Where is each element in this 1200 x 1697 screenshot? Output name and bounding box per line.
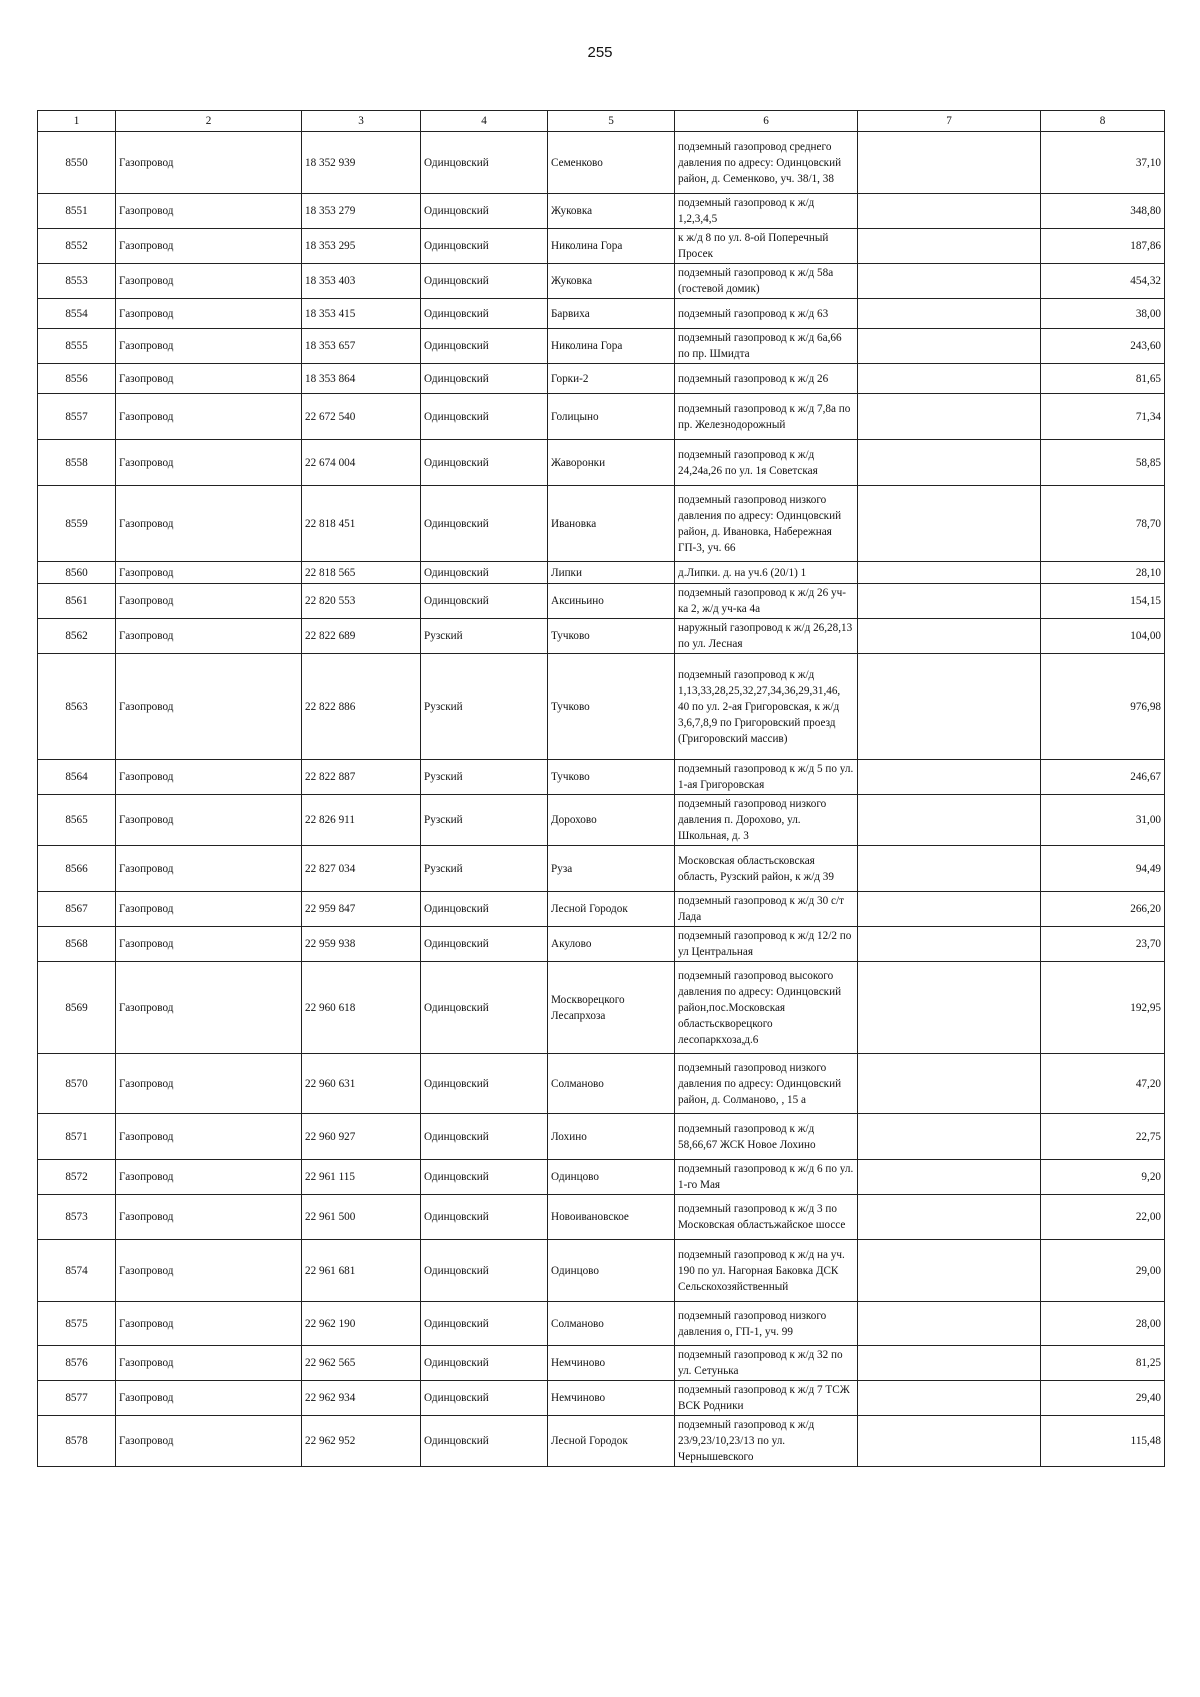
locality-cell: Николина Гора: [548, 329, 675, 364]
row-number-cell: 8575: [38, 1302, 116, 1346]
locality-cell: Барвиха: [548, 299, 675, 329]
row-number-cell: 8564: [38, 760, 116, 795]
object-code-cell: 22 960 927: [302, 1114, 421, 1160]
locality-cell: Солманово: [548, 1302, 675, 1346]
district-cell: Одинцовский: [421, 1346, 548, 1381]
district-cell: Рузский: [421, 846, 548, 892]
district-cell: Одинцовский: [421, 892, 548, 927]
column-7-cell: [858, 394, 1041, 440]
table-row: [38, 194, 1165, 229]
row-number-cell: 8570: [38, 1054, 116, 1114]
row-number-cell: 8566: [38, 846, 116, 892]
length-value-cell: 246,67: [1041, 760, 1165, 795]
object-code-cell: 22 961 115: [302, 1160, 421, 1195]
table-row: [38, 927, 1165, 962]
length-value-cell: 31,00: [1041, 795, 1165, 846]
district-cell: Одинцовский: [421, 584, 548, 619]
column-7-cell: [858, 1195, 1041, 1240]
table-row: [38, 486, 1165, 562]
row-number-cell: 8569: [38, 962, 116, 1054]
row-number-cell: 8561: [38, 584, 116, 619]
table-row: [38, 1160, 1165, 1195]
row-number-cell: 8550: [38, 132, 116, 194]
locality-cell: Одинцово: [548, 1240, 675, 1302]
length-value-cell: 37,10: [1041, 132, 1165, 194]
row-number-cell: 8567: [38, 892, 116, 927]
description-cell: подземный газопровод к ж/д 58а (гостевой домик): [675, 264, 858, 299]
locality-cell: Семенково: [548, 132, 675, 194]
object-code-cell: 22 827 034: [302, 846, 421, 892]
locality-cell: Ивановка: [548, 486, 675, 562]
length-value-cell: 104,00: [1041, 619, 1165, 654]
column-7-cell: [858, 1240, 1041, 1302]
table-row: [38, 846, 1165, 892]
object-code-cell: 22 818 451: [302, 486, 421, 562]
page-number: 255: [587, 44, 613, 61]
district-cell: Одинцовский: [421, 927, 548, 962]
description-cell: подземный газопровод низкого давления по адресу: Одинцовский район, д. Солманово, , 15 а: [675, 1054, 858, 1114]
district-cell: Одинцовский: [421, 1114, 548, 1160]
object-code-cell: 22 962 190: [302, 1302, 421, 1346]
column-7-cell: [858, 1381, 1041, 1416]
table-row: [38, 1240, 1165, 1302]
district-cell: Одинцовский: [421, 1160, 548, 1195]
column-7-cell: [858, 1416, 1041, 1467]
object-code-cell: 18 353 415: [302, 299, 421, 329]
object-code-cell: 22 959 938: [302, 927, 421, 962]
object-code-cell: 18 353 864: [302, 364, 421, 394]
table-row: [38, 562, 1165, 584]
row-number-cell: 8555: [38, 329, 116, 364]
locality-cell: Лесной Городок: [548, 1416, 675, 1467]
row-number-cell: 8559: [38, 486, 116, 562]
table-row: [38, 299, 1165, 329]
locality-cell: Липки: [548, 562, 675, 584]
length-value-cell: 47,20: [1041, 1054, 1165, 1114]
object-name-cell: Газопровод: [116, 394, 302, 440]
header-col-6: 6: [675, 111, 858, 132]
row-number-cell: 8562: [38, 619, 116, 654]
object-code-cell: 18 353 657: [302, 329, 421, 364]
object-name-cell: Газопровод: [116, 654, 302, 760]
district-cell: Одинцовский: [421, 264, 548, 299]
description-cell: подземный газопровод к ж/д 7,8а по пр. Железнодорожный: [675, 394, 858, 440]
district-cell: Одинцовский: [421, 1240, 548, 1302]
length-value-cell: 243,60: [1041, 329, 1165, 364]
object-name-cell: Газопровод: [116, 562, 302, 584]
description-cell: наружный газопровод к ж/д 26,28,13 по ул. Лесная: [675, 619, 858, 654]
table-row: [38, 1195, 1165, 1240]
district-cell: Одинцовский: [421, 132, 548, 194]
length-value-cell: 81,25: [1041, 1346, 1165, 1381]
description-cell: подземный газопровод к ж/д 1,13,33,28,25,32,27,34,36,29,31,46, 40 по ул. 2-ая Григоровская, к ж/д 3,6,7,8,9 по Григоровский проезд (Григоровский массив): [675, 654, 858, 760]
district-cell: Рузский: [421, 760, 548, 795]
object-code-cell: 22 822 689: [302, 619, 421, 654]
object-code-cell: 18 353 279: [302, 194, 421, 229]
object-code-cell: 22 959 847: [302, 892, 421, 927]
object-code-cell: 22 674 004: [302, 440, 421, 486]
header-col-7: 7: [858, 111, 1041, 132]
length-value-cell: 29,40: [1041, 1381, 1165, 1416]
column-7-cell: [858, 486, 1041, 562]
row-number-cell: 8573: [38, 1195, 116, 1240]
column-7-cell: [858, 299, 1041, 329]
object-code-cell: 22 960 618: [302, 962, 421, 1054]
locality-cell: Новоивановское: [548, 1195, 675, 1240]
table-row: [38, 1114, 1165, 1160]
column-7-cell: [858, 329, 1041, 364]
locality-cell: Аксиньино: [548, 584, 675, 619]
table-row: [38, 440, 1165, 486]
table-row: [38, 795, 1165, 846]
object-code-cell: 22 962 934: [302, 1381, 421, 1416]
object-name-cell: Газопровод: [116, 927, 302, 962]
length-value-cell: 192,95: [1041, 962, 1165, 1054]
description-cell: подземный газопровод низкого давления по адресу: Одинцовский район, д. Ивановка, Набережная ГП-3, уч. 66: [675, 486, 858, 562]
length-value-cell: 71,34: [1041, 394, 1165, 440]
district-cell: Одинцовский: [421, 394, 548, 440]
description-cell: подземный газопровод к ж/д 6а,66 по пр. Шмидта: [675, 329, 858, 364]
object-code-cell: 22 962 952: [302, 1416, 421, 1467]
object-code-cell: 22 818 565: [302, 562, 421, 584]
locality-cell: Лесной Городок: [548, 892, 675, 927]
register-table: [37, 110, 1165, 1467]
row-number-cell: 8565: [38, 795, 116, 846]
object-name-cell: Газопровод: [116, 846, 302, 892]
column-7-cell: [858, 654, 1041, 760]
district-cell: Одинцовский: [421, 1381, 548, 1416]
object-name-cell: Газопровод: [116, 1302, 302, 1346]
object-code-cell: 22 961 500: [302, 1195, 421, 1240]
district-cell: Одинцовский: [421, 962, 548, 1054]
column-7-cell: [858, 440, 1041, 486]
object-name-cell: Газопровод: [116, 440, 302, 486]
object-code-cell: 22 822 886: [302, 654, 421, 760]
object-name-cell: Газопровод: [116, 1381, 302, 1416]
locality-cell: Руза: [548, 846, 675, 892]
length-value-cell: 38,00: [1041, 299, 1165, 329]
object-name-cell: Газопровод: [116, 299, 302, 329]
table-row: [38, 1346, 1165, 1381]
length-value-cell: 976,98: [1041, 654, 1165, 760]
object-name-cell: Газопровод: [116, 229, 302, 264]
column-7-cell: [858, 1302, 1041, 1346]
description-cell: подземный газопровод к ж/д 6 по ул. 1-го Мая: [675, 1160, 858, 1195]
object-name-cell: Газопровод: [116, 264, 302, 299]
length-value-cell: 115,48: [1041, 1416, 1165, 1467]
object-code-cell: 22 961 681: [302, 1240, 421, 1302]
length-value-cell: 22,00: [1041, 1195, 1165, 1240]
column-7-cell: [858, 562, 1041, 584]
locality-cell: Акулово: [548, 927, 675, 962]
description-cell: к ж/д 8 по ул. 8-ой Поперечный Просек: [675, 229, 858, 264]
object-code-cell: 18 353 295: [302, 229, 421, 264]
object-name-cell: Газопровод: [116, 1416, 302, 1467]
object-name-cell: Газопровод: [116, 584, 302, 619]
header-col-4: 4: [421, 111, 548, 132]
table-row: [38, 892, 1165, 927]
length-value-cell: 154,15: [1041, 584, 1165, 619]
locality-cell: Горки-2: [548, 364, 675, 394]
description-cell: подземный газопровод низкого давления п. Дорохово, ул. Школьная, д. 3: [675, 795, 858, 846]
description-cell: подземный газопровод к ж/д 26: [675, 364, 858, 394]
object-name-cell: Газопровод: [116, 1114, 302, 1160]
table-row: [38, 229, 1165, 264]
row-number-cell: 8553: [38, 264, 116, 299]
table-row: [38, 1416, 1165, 1467]
description-cell: подземный газопровод к ж/д 58,66,67 ЖСК Новое Лохино: [675, 1114, 858, 1160]
table-row: [38, 364, 1165, 394]
object-name-cell: Газопровод: [116, 962, 302, 1054]
table-row: [38, 962, 1165, 1054]
locality-cell: Лохино: [548, 1114, 675, 1160]
locality-cell: Тучково: [548, 619, 675, 654]
locality-cell: Голицыно: [548, 394, 675, 440]
column-7-cell: [858, 1346, 1041, 1381]
locality-cell: Жуковка: [548, 194, 675, 229]
column-7-cell: [858, 795, 1041, 846]
column-7-cell: [858, 584, 1041, 619]
description-cell: подземный газопровод к ж/д 63: [675, 299, 858, 329]
column-7-cell: [858, 194, 1041, 229]
row-number-cell: 8577: [38, 1381, 116, 1416]
table-row: [38, 1381, 1165, 1416]
column-7-cell: [858, 229, 1041, 264]
table-row: [38, 329, 1165, 364]
description-cell: подземный газопровод среднего давления по адресу: Одинцовский район, д. Семенково, уч. 38/1, 38: [675, 132, 858, 194]
locality-cell: Москворецкого Лесапрхоза: [548, 962, 675, 1054]
row-number-cell: 8572: [38, 1160, 116, 1195]
description-cell: подземный газопровод к ж/д 26 уч-ка 2, ж/д уч-ка 4а: [675, 584, 858, 619]
table-header-row: [38, 111, 1165, 132]
object-code-cell: 22 820 553: [302, 584, 421, 619]
district-cell: Одинцовский: [421, 1054, 548, 1114]
length-value-cell: 266,20: [1041, 892, 1165, 927]
table-row: [38, 619, 1165, 654]
description-cell: подземный газопровод к ж/д 32 по ул. Сетунька: [675, 1346, 858, 1381]
header-col-8: 8: [1041, 111, 1165, 132]
district-cell: Одинцовский: [421, 1416, 548, 1467]
row-number-cell: 8568: [38, 927, 116, 962]
district-cell: Одинцовский: [421, 194, 548, 229]
row-number-cell: 8558: [38, 440, 116, 486]
object-name-cell: Газопровод: [116, 132, 302, 194]
table-row: [38, 760, 1165, 795]
object-code-cell: 22 822 887: [302, 760, 421, 795]
district-cell: Одинцовский: [421, 1302, 548, 1346]
row-number-cell: 8552: [38, 229, 116, 264]
district-cell: Одинцовский: [421, 229, 548, 264]
object-name-cell: Газопровод: [116, 486, 302, 562]
description-cell: подземный газопровод к ж/д 1,2,3,4,5: [675, 194, 858, 229]
length-value-cell: 348,80: [1041, 194, 1165, 229]
length-value-cell: 22,75: [1041, 1114, 1165, 1160]
row-number-cell: 8563: [38, 654, 116, 760]
header-col-1: 1: [38, 111, 116, 132]
length-value-cell: 454,32: [1041, 264, 1165, 299]
object-name-cell: Газопровод: [116, 1195, 302, 1240]
row-number-cell: 8576: [38, 1346, 116, 1381]
header-col-2: 2: [116, 111, 302, 132]
row-number-cell: 8571: [38, 1114, 116, 1160]
column-7-cell: [858, 264, 1041, 299]
description-cell: подземный газопровод к ж/д 23/9,23/10,23/13 по ул. Чернышевского: [675, 1416, 858, 1467]
length-value-cell: 94,49: [1041, 846, 1165, 892]
length-value-cell: 81,65: [1041, 364, 1165, 394]
column-7-cell: [858, 962, 1041, 1054]
district-cell: Одинцовский: [421, 1195, 548, 1240]
column-7-cell: [858, 1160, 1041, 1195]
locality-cell: Тучково: [548, 654, 675, 760]
length-value-cell: 9,20: [1041, 1160, 1165, 1195]
object-name-cell: Газопровод: [116, 364, 302, 394]
object-code-cell: 22 960 631: [302, 1054, 421, 1114]
column-7-cell: [858, 1054, 1041, 1114]
description-cell: подземный газопровод к ж/д 3 по Московская областьжайское шоссе: [675, 1195, 858, 1240]
column-7-cell: [858, 846, 1041, 892]
district-cell: Рузский: [421, 795, 548, 846]
object-code-cell: 22 826 911: [302, 795, 421, 846]
object-name-cell: Газопровод: [116, 329, 302, 364]
row-number-cell: 8557: [38, 394, 116, 440]
object-code-cell: 18 352 939: [302, 132, 421, 194]
locality-cell: Жуковка: [548, 264, 675, 299]
column-7-cell: [858, 619, 1041, 654]
row-number-cell: 8554: [38, 299, 116, 329]
description-cell: Московская областьсковская область, Рузский район, к ж/д 39: [675, 846, 858, 892]
description-cell: подземный газопровод к ж/д 7 ТСЖ ВСК Родники: [675, 1381, 858, 1416]
locality-cell: Дорохово: [548, 795, 675, 846]
locality-cell: Солманово: [548, 1054, 675, 1114]
locality-cell: Жаворонки: [548, 440, 675, 486]
table-body: [38, 132, 1165, 1467]
row-number-cell: 8551: [38, 194, 116, 229]
object-name-cell: Газопровод: [116, 1346, 302, 1381]
description-cell: подземный газопровод к ж/д на уч. 190 по ул. Нагорная Баковка ДСК Сельскохозяйственный: [675, 1240, 858, 1302]
row-number-cell: 8556: [38, 364, 116, 394]
object-code-cell: 22 672 540: [302, 394, 421, 440]
locality-cell: Николина Гора: [548, 229, 675, 264]
description-cell: д.Липки. д. на уч.6 (20/1) 1: [675, 562, 858, 584]
district-cell: Одинцовский: [421, 562, 548, 584]
length-value-cell: 23,70: [1041, 927, 1165, 962]
table-row: [38, 654, 1165, 760]
description-cell: подземный газопровод к ж/д 12/2 по ул Центральная: [675, 927, 858, 962]
row-number-cell: 8578: [38, 1416, 116, 1467]
district-cell: Рузский: [421, 619, 548, 654]
length-value-cell: 28,10: [1041, 562, 1165, 584]
object-name-cell: Газопровод: [116, 194, 302, 229]
column-7-cell: [858, 1114, 1041, 1160]
locality-cell: Тучково: [548, 760, 675, 795]
length-value-cell: 28,00: [1041, 1302, 1165, 1346]
object-name-cell: Газопровод: [116, 1054, 302, 1114]
district-cell: Рузский: [421, 654, 548, 760]
table-row: [38, 264, 1165, 299]
column-7-cell: [858, 927, 1041, 962]
length-value-cell: 58,85: [1041, 440, 1165, 486]
header-col-3: 3: [302, 111, 421, 132]
table-row: [38, 1054, 1165, 1114]
row-number-cell: 8574: [38, 1240, 116, 1302]
table-row: [38, 1302, 1165, 1346]
table-row: [38, 394, 1165, 440]
object-code-cell: 18 353 403: [302, 264, 421, 299]
district-cell: Одинцовский: [421, 299, 548, 329]
column-7-cell: [858, 132, 1041, 194]
row-number-cell: 8560: [38, 562, 116, 584]
district-cell: Одинцовский: [421, 364, 548, 394]
district-cell: Одинцовский: [421, 440, 548, 486]
length-value-cell: 29,00: [1041, 1240, 1165, 1302]
column-7-cell: [858, 892, 1041, 927]
object-name-cell: Газопровод: [116, 892, 302, 927]
locality-cell: Немчиново: [548, 1381, 675, 1416]
object-name-cell: Газопровод: [116, 795, 302, 846]
district-cell: Одинцовский: [421, 486, 548, 562]
object-name-cell: Газопровод: [116, 619, 302, 654]
table-row: [38, 584, 1165, 619]
object-code-cell: 22 962 565: [302, 1346, 421, 1381]
column-7-cell: [858, 364, 1041, 394]
object-name-cell: Газопровод: [116, 760, 302, 795]
table-row: [38, 132, 1165, 194]
locality-cell: Одинцово: [548, 1160, 675, 1195]
object-name-cell: Газопровод: [116, 1160, 302, 1195]
description-cell: подземный газопровод к ж/д 5 по ул. 1-ая Григоровская: [675, 760, 858, 795]
district-cell: Одинцовский: [421, 329, 548, 364]
description-cell: подземный газопровод низкого давления о, ГП-1, уч. 99: [675, 1302, 858, 1346]
length-value-cell: 187,86: [1041, 229, 1165, 264]
length-value-cell: 78,70: [1041, 486, 1165, 562]
header-col-5: 5: [548, 111, 675, 132]
object-name-cell: Газопровод: [116, 1240, 302, 1302]
column-7-cell: [858, 760, 1041, 795]
locality-cell: Немчиново: [548, 1346, 675, 1381]
description-cell: подземный газопровод высокого давления по адресу: Одинцовский район,пос.Московская областьскворецкого лесопаркхоза,д.6: [675, 962, 858, 1054]
description-cell: подземный газопровод к ж/д 24,24а,26 по ул. 1я Советская: [675, 440, 858, 486]
description-cell: подземный газопровод к ж/д 30 с/т Лада: [675, 892, 858, 927]
